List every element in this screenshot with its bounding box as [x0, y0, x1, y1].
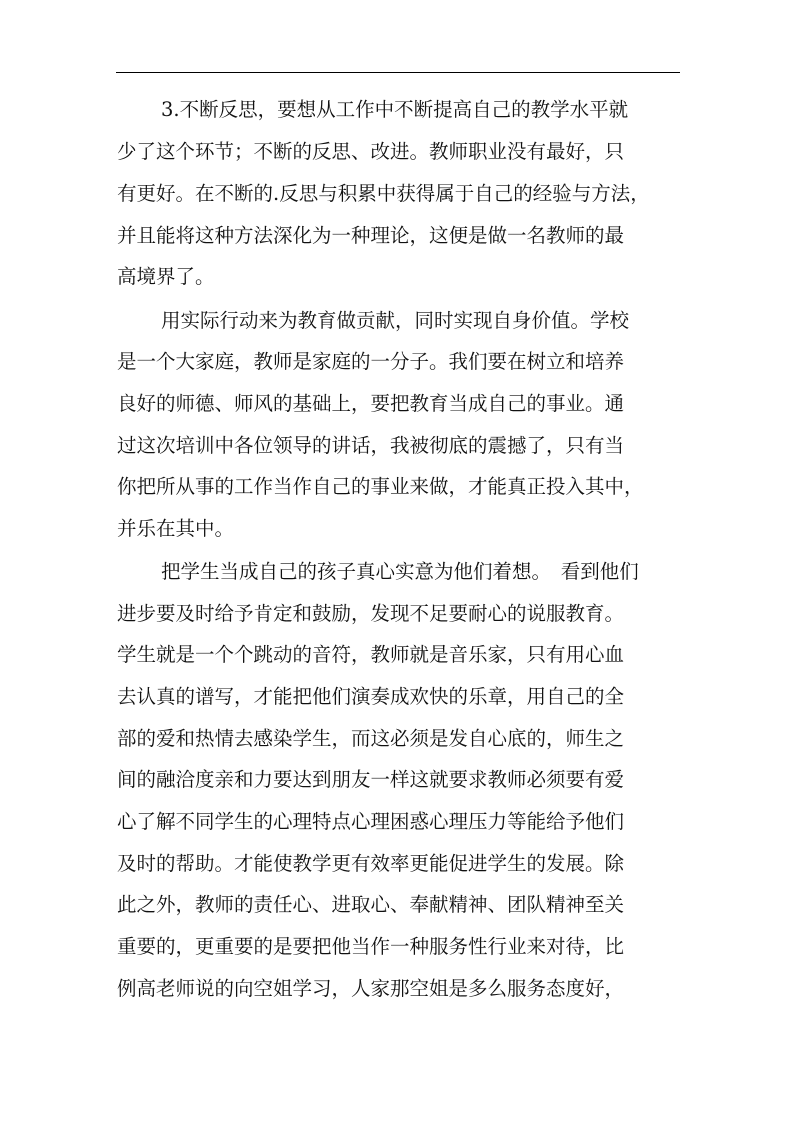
text-line: 用实际行动来为教育做贡献，同时实现自身价值。学校 [161, 309, 630, 332]
text-line: 少了这个环节；不断的反思、改进。教师职业没有最好，只 [117, 140, 625, 163]
text-line: 并且能将这种方法深化为一种理论，这便是做一名教师的最 [117, 224, 625, 247]
text-line: 有更好。在不断的.反思与积累中获得属于自己的经验与方法， [117, 182, 650, 205]
text-line: 3.不断反思，要想从工作中不断提高自己的教学水平就 [161, 98, 629, 121]
text-line: 过这次培训中各位领导的讲话，我被彻底的震撼了，只有当 [117, 434, 625, 457]
text-line: 及时的帮助。才能使教学更有效率更能促进学生的发展。除 [117, 852, 625, 875]
text-line: 并乐在其中。 [117, 517, 235, 540]
text-line: 你把所从事的工作当作自己的事业来做，才能真正投入其中， [117, 475, 644, 498]
text-line: 间的融洽度亲和力要达到朋友一样这就要求教师必须要有爱 [117, 768, 625, 791]
text-line: 进步要及时给予肯定和鼓励，发现不足要耐心的说服教育。 [117, 602, 625, 625]
text-line: 把学生当成自己的孩子真心实意为他们着想。 看到他们 [161, 560, 639, 583]
text-line: 良好的师德、师风的基础上，要把教育当成自己的事业。通 [117, 392, 625, 415]
text-line: 去认真的谱写，才能把他们演奏成欢快的乐章，用自己的全 [117, 685, 625, 708]
text-line: 例高老师说的向空姐学习，人家那空姐是多么服务态度好， [117, 977, 625, 1000]
text-line: 心了解不同学生的心理特点心理困惑心理压力等能给予他们 [117, 810, 625, 833]
text-line: 是一个大家庭，教师是家庭的一分子。我们要在树立和培养 [117, 350, 625, 373]
text-line: 学生就是一个个跳动的音符，教师就是音乐家，只有用心血 [117, 643, 625, 666]
header-rule [116, 72, 680, 73]
text-line: 高境界了。 [117, 265, 215, 288]
text-line: 重要的，更重要的是要把他当作一种服务性行业来对待，比 [117, 935, 625, 958]
text-line: 此之外，教师的责任心、进取心、奉献精神、团队精神至关 [117, 893, 625, 916]
text-line: 部的爱和热情去感染学生，而这必须是发自心底的，师生之 [117, 727, 625, 750]
